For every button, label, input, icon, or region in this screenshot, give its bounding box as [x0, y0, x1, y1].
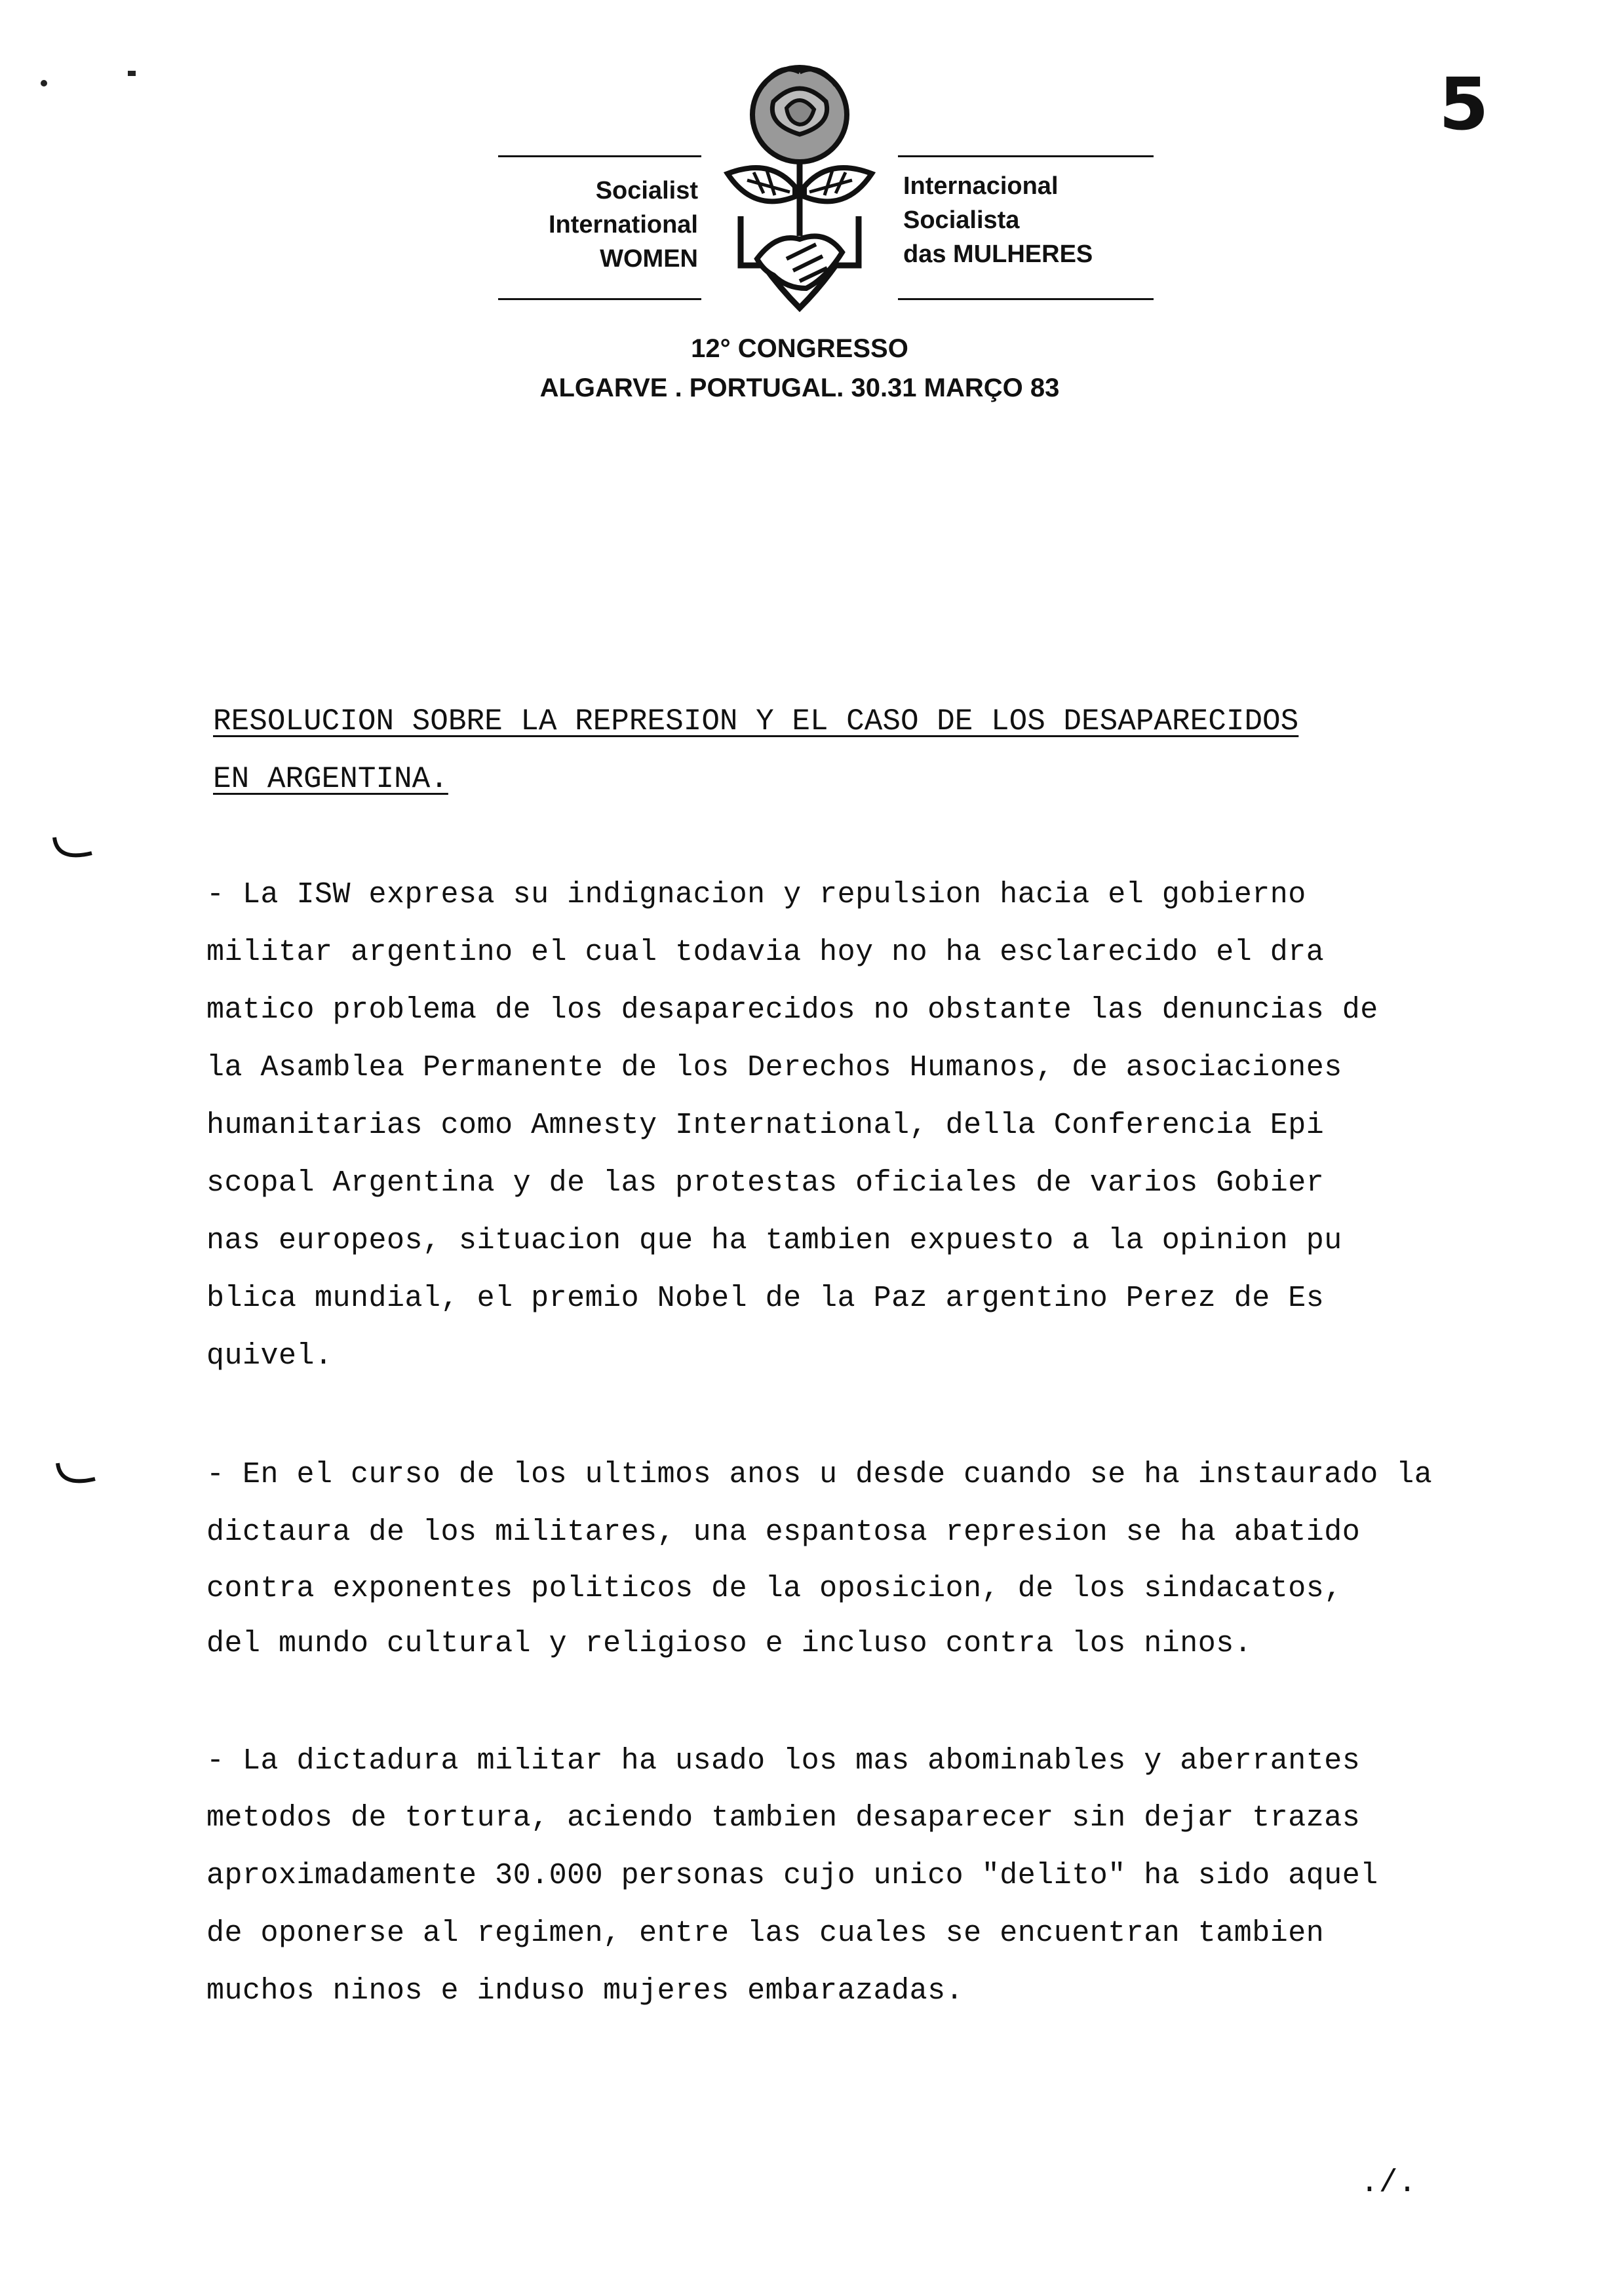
text-line: quivel. — [206, 1339, 333, 1373]
logo-left-line-3: WOMEN — [600, 245, 698, 273]
margin-check-mark — [52, 1458, 105, 1497]
speck-mark — [41, 80, 47, 86]
text-line: - La ISW expresa su indignacion y repulsion hacia el gobierno — [206, 878, 1306, 911]
resolution-title-line-1: RESOLUCION SOBRE LA REPRESION Y EL CASO DE LOS DESAPARECIDOS — [213, 704, 1299, 738]
text-line: - La dictadura militar ha usado los mas abominables y aberrantes — [206, 1744, 1361, 1778]
speck-mark — [128, 71, 136, 76]
text-line: aproximadamente 30.000 personas cujo unico "delito" ha sido aquel — [206, 1859, 1378, 1892]
text-line: militar argentino el cual todavia hoy no ha esclarecido el dra — [206, 936, 1325, 969]
text-line: la Asamblea Permanente de los Derechos Humanos, de asociaciones — [206, 1051, 1342, 1084]
continuation-mark: ./. — [1360, 2166, 1417, 2201]
congress-title: 12° CONGRESSO — [691, 334, 908, 363]
resolution-title-line-2: EN ARGENTINA. — [213, 762, 448, 796]
text-line: blica mundial, el premio Nobel de la Paz argentino Perez de Es — [206, 1282, 1325, 1315]
text-line: metodos de tortura, aciendo tambien desaparecer sin dejar trazas — [206, 1801, 1361, 1835]
congress-location-date: ALGARVE . PORTUGAL. 30.31 MARÇO 83 — [539, 373, 1060, 402]
logo-left-line-1: Socialist — [595, 177, 698, 204]
text-line: de oponerse al regimen, entre las cuales se encuentran tambien — [206, 1917, 1325, 1950]
logo-right-line-1: Internacional — [903, 172, 1059, 200]
rose-handshake-icon — [701, 62, 898, 324]
text-line: - En el curso de los ultimos anos u desde cuando se ha instaurado la — [206, 1458, 1433, 1491]
text-line: scopal Argentina y de las protestas oficiales de varios Gobier — [206, 1166, 1325, 1200]
logo-left-text — [478, 174, 698, 276]
margin-check-mark — [49, 832, 102, 871]
text-line: muchos ninos e induso mujeres embarazadas. — [206, 1974, 964, 2008]
text-line: nas europeos, situacion que ha tambien expuesto a la opinion pu — [206, 1224, 1342, 1257]
text-line: contra exponentes politicos de la oposicion, de los sindacatos, — [206, 1572, 1342, 1605]
logo-right-line-2: Socialista — [903, 206, 1020, 234]
text-line: dictaura de los militares, una espantosa represion se ha abatido — [206, 1516, 1361, 1549]
text-line: matico problema de los desaparecidos no obstante las denuncias de — [206, 993, 1378, 1027]
logo-left-line-2: International — [548, 211, 698, 239]
logo-right-line-3: das MULHERES — [903, 240, 1093, 268]
logo-right-text — [903, 169, 1093, 271]
text-line: del mundo cultural y religioso e incluso contra los ninos. — [206, 1627, 1253, 1660]
text-line: humanitarias como Amnesty International, della Conferencia Epi — [206, 1109, 1325, 1142]
page-number: 5 — [1439, 62, 1489, 146]
